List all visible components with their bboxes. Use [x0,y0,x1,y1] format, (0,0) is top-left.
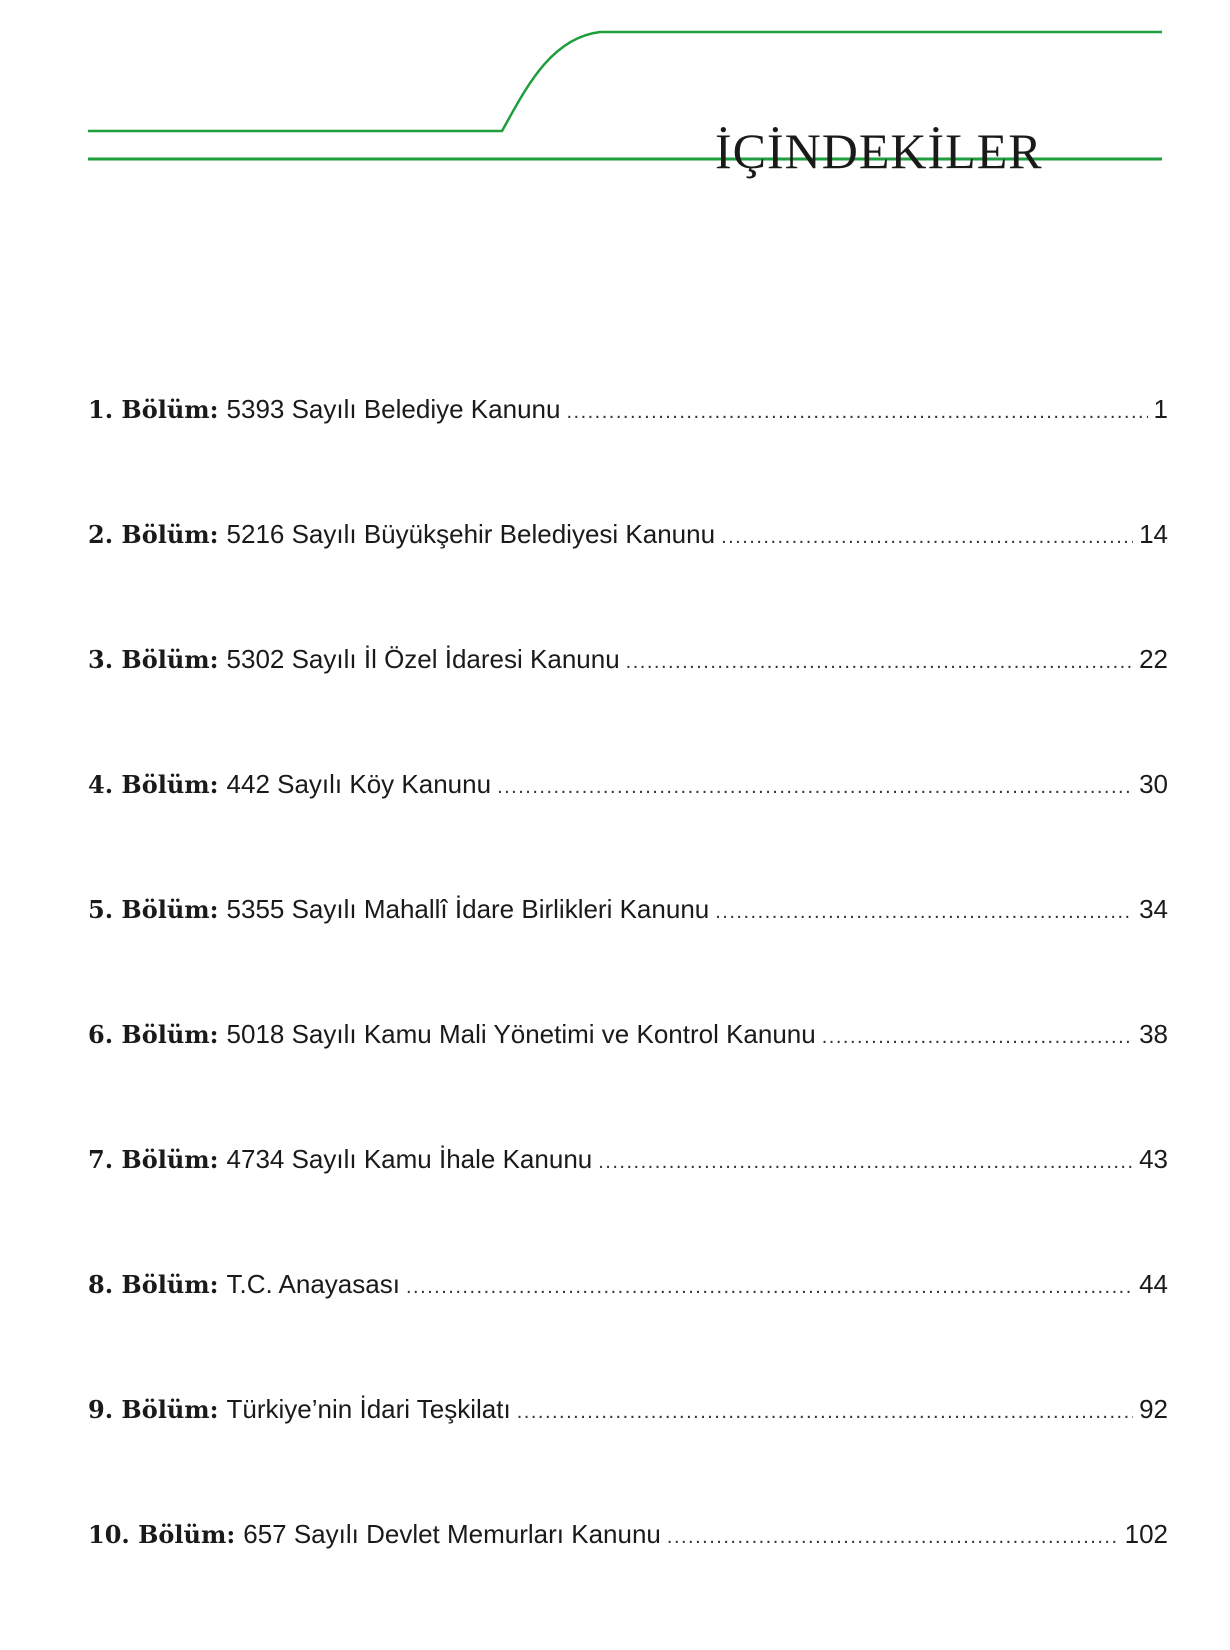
toc-entry[interactable] [88,1391,1168,1516]
toc-entry[interactable] [88,1141,1168,1266]
toc-entry[interactable] [88,891,1168,1016]
table-of-contents [88,391,1168,1641]
toc-chapter-label: 7. Bölüm: [88,1145,219,1174]
toc-entry-title: 5216 Sayılı Büyükşehir Belediyesi Kanunu [226,519,716,549]
toc-chapter-label: 8. Bölüm: [88,1270,219,1299]
toc-entry[interactable] [88,766,1168,891]
dot-leader [822,1019,1133,1055]
toc-page-number: 92 [1139,1394,1168,1424]
toc-entry-title: 5018 Sayılı Kamu Mali Yönetimi ve Kontrol Kanunu [226,1019,816,1049]
toc-chapter-label: 3. Bölüm: [88,645,219,674]
toc-entry-title: 4734 Sayılı Kamu İhale Kanunu [226,1144,593,1174]
toc-entry[interactable] [88,516,1168,641]
toc-chapter-label: 1. Bölüm: [88,395,219,424]
toc-entry-title: 5355 Sayılı Mahallî İdare Birlikleri Kanunu [226,894,710,924]
dot-leader [497,769,1133,805]
toc-page-number: 14 [1139,519,1168,549]
toc-page-number: 38 [1139,1019,1168,1049]
toc-entry[interactable] [88,1266,1168,1391]
toc-entry-title: Türkiye’nin İdari Teşkilatı [226,1394,511,1424]
toc-chapter-label: 10. Bölüm: [88,1520,236,1549]
dot-leader [667,1519,1119,1555]
toc-entry-title: 442 Sayılı Köy Kanunu [226,769,492,799]
toc-entry-title: 5393 Sayılı Belediye Kanunu [226,394,561,424]
dot-leader [406,1269,1133,1305]
dot-leader [517,1394,1133,1430]
dot-leader [626,644,1133,680]
toc-page-number: 1 [1153,394,1168,424]
dot-leader [566,394,1147,430]
toc-entry-title: T.C. Anayasası [226,1269,400,1299]
header-accent-line-top [88,32,1162,131]
toc-entry[interactable] [88,641,1168,766]
header-decoration [0,0,1230,170]
dot-leader [598,1144,1133,1180]
toc-chapter-label: 5. Bölüm: [88,895,219,924]
toc-chapter-label: 9. Bölüm: [88,1395,219,1424]
toc-entry-title: 657 Sayılı Devlet Memurları Kanunu [243,1519,661,1549]
toc-page-number: 44 [1139,1269,1168,1299]
toc-page-number: 43 [1139,1144,1168,1174]
toc-chapter-label: 6. Bölüm: [88,1020,219,1049]
toc-entry[interactable] [88,391,1168,516]
dot-leader [715,894,1133,930]
toc-page-number: 34 [1139,894,1168,924]
toc-entry[interactable] [88,1516,1168,1641]
toc-page-number: 30 [1139,769,1168,799]
page-title: İÇİNDEKİLER [715,122,1043,179]
toc-entry-title: 5302 Sayılı İl Özel İdaresi Kanunu [226,644,620,674]
toc-chapter-label: 2. Bölüm: [88,520,219,549]
toc-chapter-label: 4. Bölüm: [88,770,219,799]
toc-page-number: 102 [1124,1519,1168,1549]
toc-page-number: 22 [1139,644,1168,674]
dot-leader [721,519,1133,555]
toc-entry[interactable] [88,1016,1168,1141]
